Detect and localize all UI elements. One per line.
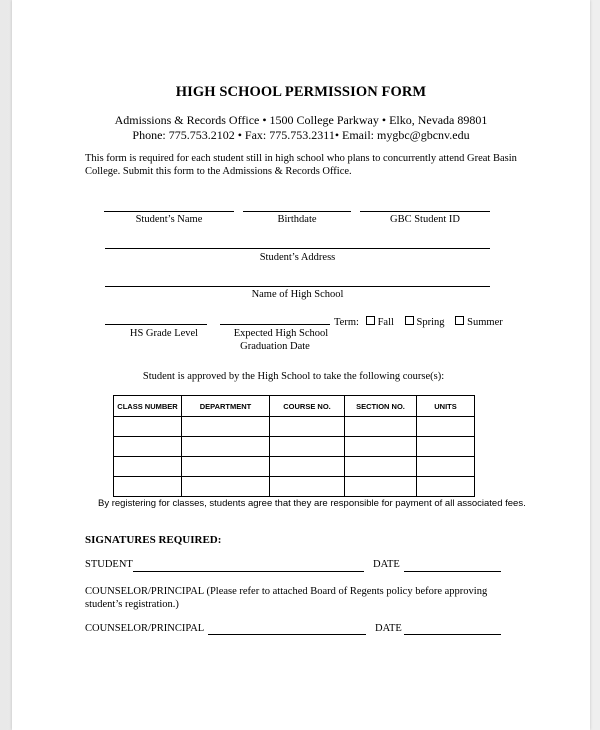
student-date-label: DATE	[373, 559, 400, 570]
section-no-header: SECTION NO.	[345, 396, 417, 417]
students-name-line[interactable]	[104, 211, 234, 212]
table-cell[interactable]	[182, 437, 270, 457]
hs-grade-level-label: HS Grade Level	[129, 328, 199, 339]
birthdate-label: Birthdate	[277, 214, 317, 225]
counselor-signature-label: COUNSELOR/PRINCIPAL	[85, 623, 205, 634]
table-cell[interactable]	[417, 437, 475, 457]
table-row	[114, 457, 475, 477]
counselor-date-label: DATE	[375, 623, 402, 634]
fall-option-label: Fall	[377, 317, 394, 328]
table-cell[interactable]	[345, 477, 417, 497]
table-cell[interactable]	[270, 457, 345, 477]
contact-line: Phone: 775.753.2102 • Fax: 775.753.2311• Email: mygbc@gbcnv.edu	[132, 128, 470, 142]
spring-checkbox[interactable]	[405, 316, 414, 325]
table-cell[interactable]	[270, 417, 345, 437]
courses-table	[113, 395, 475, 497]
expected-grad-label-1: Expected High School	[233, 328, 329, 339]
table-cell[interactable]	[182, 457, 270, 477]
fall-checkbox[interactable]	[366, 316, 375, 325]
graduation-date-line[interactable]	[220, 324, 330, 325]
summer-option-label: Summer	[467, 317, 503, 328]
high-school-line[interactable]	[105, 286, 490, 287]
students-name-label: Student’s Name	[135, 214, 203, 225]
signatures-heading: SIGNATURES REQUIRED:	[85, 534, 222, 546]
summer-checkbox[interactable]	[455, 316, 464, 325]
high-school-label: Name of High School	[251, 289, 344, 300]
table-cell[interactable]	[182, 417, 270, 437]
counselor-date-line[interactable]	[404, 634, 501, 635]
spring-option-label: Spring	[416, 317, 445, 328]
course-no-header: COURSE NO.	[270, 396, 345, 417]
table-cell[interactable]	[417, 417, 475, 437]
counselor-note-line-2: student’s registration.)	[85, 599, 179, 610]
table-cell[interactable]	[114, 417, 182, 437]
table-cell[interactable]	[345, 437, 417, 457]
table-cell[interactable]	[417, 477, 475, 497]
student-signature-line[interactable]	[133, 571, 364, 572]
table-row	[114, 477, 475, 497]
term-label: Term:	[334, 317, 359, 328]
student-signature-label: STUDENT	[85, 559, 133, 570]
counselor-signature-line[interactable]	[208, 634, 366, 635]
address-line: Admissions & Records Office • 1500 College Parkway • Elko, Nevada 89801	[114, 113, 488, 127]
class-number-header: CLASS NUMBER	[114, 396, 182, 417]
students-address-label: Student’s Address	[259, 252, 336, 263]
birthdate-line[interactable]	[243, 211, 351, 212]
table-cell[interactable]	[114, 437, 182, 457]
form-page	[12, 0, 590, 730]
department-header: DEPARTMENT	[182, 396, 270, 417]
units-header: UNITS	[417, 396, 475, 417]
table-cell[interactable]	[182, 477, 270, 497]
fees-note: By registering for classes, students agree that they are responsible for payment of all associated fees.	[98, 498, 526, 509]
hs-grade-level-line[interactable]	[105, 324, 207, 325]
counselor-note-line-1: COUNSELOR/PRINCIPAL (Please refer to attached Board of Regents policy before approving	[85, 586, 488, 597]
students-address-line[interactable]	[105, 248, 490, 249]
courses-intro: Student is approved by the High School to take the following course(s):	[142, 371, 445, 382]
gbc-student-id-label: GBC Student ID	[389, 214, 460, 225]
table-cell[interactable]	[270, 437, 345, 457]
term-selector	[334, 316, 503, 328]
form-title: HIGH SCHOOL PERMISSION FORM	[175, 84, 427, 100]
table-row	[114, 437, 475, 457]
expected-grad-label-2: Graduation Date	[240, 341, 310, 352]
table-cell[interactable]	[114, 457, 182, 477]
gbc-student-id-line[interactable]	[360, 211, 490, 212]
student-date-line[interactable]	[404, 571, 501, 572]
intro-paragraph: This form is required for each student still in high school who plans to concurrently attend Great Basin College. Submit this form to the Admissions & Records Office.	[85, 153, 517, 177]
table-row	[114, 417, 475, 437]
table-cell[interactable]	[345, 457, 417, 477]
table-cell[interactable]	[114, 477, 182, 497]
table-cell[interactable]	[417, 457, 475, 477]
table-header-row	[114, 396, 475, 417]
table-cell[interactable]	[270, 477, 345, 497]
table-cell[interactable]	[345, 417, 417, 437]
